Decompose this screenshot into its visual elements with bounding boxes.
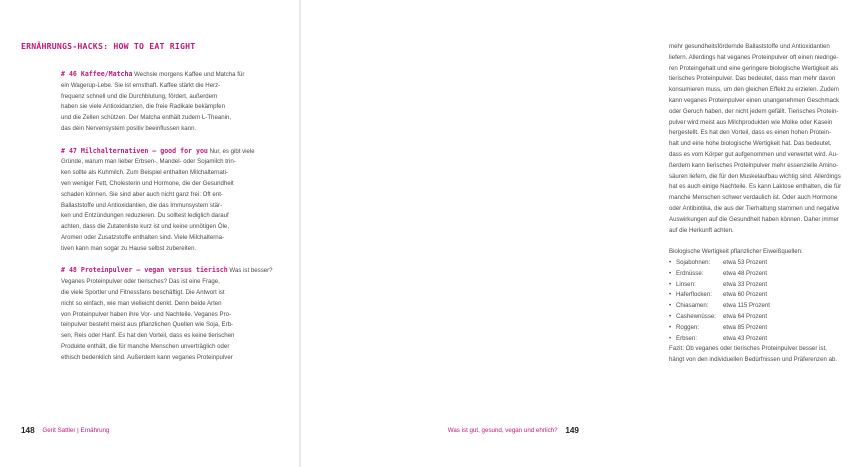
- folio-chapter: Ernährung: [80, 427, 110, 434]
- list-item: • Roggen: etwa 85 Prozent: [669, 323, 866, 334]
- right-body-text: [669, 42, 866, 366]
- list-item: • Sojabohnen: etwa 53 Prozent: [669, 258, 866, 269]
- bullet-icon: •: [669, 334, 672, 342]
- bullet-icon: •: [669, 280, 672, 288]
- protein-comparison-text: mehr gesundheitsfördernde Ballaststoffe und Antioxidantien liefern. Allerdings hat veganes Proteinpulver oft einen niedrige- ren Proteingehalt und eine geringere biologische Wertigkeit als tierisches Proteinpulver. Das bedeutet, dass man mehr davon konsumieren muss, um den gleichen Effekt zu erzielen. Zudem kann veganes Proteinpulver einen unangenehmen Geschmack oder Geruch haben, der nicht jedem gefällt. Tierisches Protein- pulver wird meist aus Milchprodukten wie Molke oder Kasein hergestellt. Es hat den Vorteil, dass es einen hohen Protein- halt und eine hohe biologische Wertigkeit hat. Das bedeutet, dass es vom Körper gut aufgenommen und verwertet wird. Au- ßerdem kann tierisches Proteinpulver mehr essenzielle Amino- säuren liefern, die für den Muskelaufbau wichtig sind. Allerdings hat es auch einige Nachteile. Es kann Laktose enthalten, die für manche Menschen schwer verdaulich ist. Oder auch Hormone oder Antibiotika, die aus der Tierhaltung stammen und negative Auswirkungen auf die Gesundheit haben können. Daher immer auf die Herkunft achten.: [669, 43, 842, 234]
- bullet-icon: •: [669, 291, 672, 299]
- bullet-icon: •: [669, 312, 672, 320]
- protein-value-list: [669, 258, 866, 344]
- list-intro: Biologische Wertigkeit pflanzlicher Eiweißquellen:: [669, 248, 803, 256]
- conclusion-line: hängt von den individuellen Bedürfnissen und Präferenzen ab.: [669, 356, 838, 364]
- folio-author: Gerit Sattler: [42, 427, 76, 434]
- tip-47: # 47 Milchalternativen – good for you Nur, es gibt viele Gründe, warum man lieber Erbsen-, Mandel- oder Sojamilch trin- ken sollte als Kuhmilch. Zum Beispiel enthalten Milchalternati- ven weniger Fett, Cholesterin und Hormone, die der Gesundheit schaden können. Sie sind aber auch nicht ganz frei: Oft ent- Ballaststoffe und Antioxidantien, die das Immunsystem stär- ken und Entzündungen reduzieren. Du solltest lediglich darauf achten, dass die Zutatenliste kurz ist und keine unnötigen Öle, Aromen oder Zusatzstoffe enthalten sind. Viele Milchalterna- tiven kann man sogar zu Hause selbst zubereiten.: [61, 146, 255, 252]
- list-item: • Erbsen: etwa 43 Prozent: [669, 334, 866, 345]
- bullet-icon: •: [669, 323, 672, 331]
- tip-47-title: # 47 Milchalternativen – good for you: [61, 146, 208, 155]
- left-page: [0, 0, 300, 467]
- bullet-icon: •: [669, 258, 672, 266]
- left-folio: [21, 426, 109, 435]
- page-number-left: 148: [21, 426, 35, 435]
- bullet-icon: •: [669, 269, 672, 277]
- page-number-right: 149: [565, 426, 579, 435]
- running-title: Was ist gut, gesund, vegan und ehrlich?: [447, 427, 558, 434]
- tip-48-title: # 48 Proteinpulver – vegan versus tierisch: [61, 266, 228, 275]
- tip-46: # 46 Kaffee/Matcha Wechsle morgens Kaffee und Matcha für ein Wagerup-Lebe. Sie ist ernsthaft. Kaffee stärkt die Herz- frequenz schnell und die Durchblutung, fördert, außerdem haben sie viele Antioxidanzien, die freie Radikale bekämpfen und die Zellen schützen. Der Matcha enthält zudem L-Theanin, das dein Nervensystem positiv beeinflussen kann.: [61, 70, 245, 132]
- list-item: • Erdnüsse: etwa 48 Prozent: [669, 269, 866, 280]
- section-header: ERNÄHRUNGS-HACKS: HOW TO EAT RIGHT: [21, 41, 196, 51]
- tip-48: # 48 Proteinpulver – vegan versus tierisch Was ist besser? Veganes Proteinpulver oder tierisches? Das ist eine Frage, die viele Sportler und Fitnessfans beschäftigt. Die Antwort ist nicht so einfach, wie man vielleicht denkt. Denn beide Arten von Proteinpulver haben ihre Vor- und Nachteile. Veganes Pro- teinpulver besteht meist aus pflanzlichen Quellen wie Soja, Erb- sen, Reis oder Hanf. Es hat den Vorteil, dass es keine tierischen Produkte enthält, die für manche Menschen unverträglich oder ethisch bedenklich sind. Außerdem kann veganes Proteinpulver: [61, 266, 273, 361]
- list-item: • Chiasamen: etwa 115 Prozent: [669, 301, 866, 312]
- right-page: [300, 0, 842, 467]
- left-body-text: [61, 69, 285, 374]
- right-folio: [448, 426, 579, 435]
- conclusion-line: Fazit: Ob veganes oder tierisches Proteinpulver besser ist,: [669, 345, 827, 353]
- tip-46-title: # 46 Kaffee/Matcha: [61, 70, 133, 78]
- list-item: • Linsen: etwa 33 Prozent: [669, 280, 866, 291]
- folio-separator: |: [77, 427, 79, 434]
- list-item: • Cashewnüsse: etwa 64 Prozent: [669, 312, 866, 323]
- bullet-icon: •: [669, 302, 672, 310]
- list-item: • Haferflocken: etwa 60 Prozent: [669, 290, 866, 301]
